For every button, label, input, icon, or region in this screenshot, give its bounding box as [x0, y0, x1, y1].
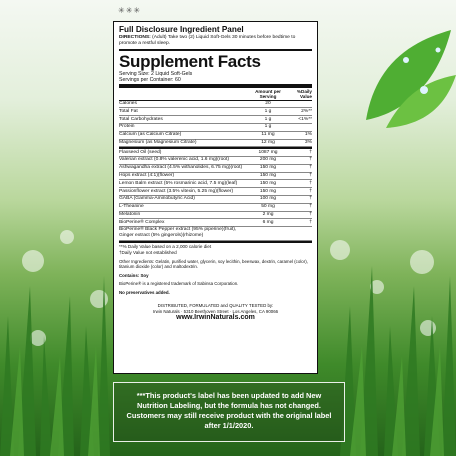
nutrient-amount: 11 mg: [261, 132, 275, 138]
ingredient-dv: †: [309, 219, 312, 225]
ingredient-dv: †: [309, 188, 312, 194]
ingredient-dv: †: [309, 157, 312, 163]
ingredient-amount: 6 mg: [262, 219, 274, 225]
dv-header: %Daily Value: [296, 88, 312, 99]
amount-header: Amount per Serving: [255, 88, 281, 99]
nutrient-rows: [119, 101, 312, 148]
water-drop-icon: [420, 86, 428, 94]
ingredient-amount: 200 mg: [259, 157, 277, 163]
ingredient-name: Melatonin: [119, 211, 141, 217]
note-dagger: †Daily Value not established: [119, 250, 177, 256]
ingredient-row: [119, 165, 312, 173]
nutrient-name: Protein: [119, 124, 135, 130]
ingredient-row: [119, 149, 312, 157]
ingredient-name: Passionflower extract (3.5% vitexin, 5.25 mg)(flower): [119, 188, 234, 194]
ingredient-row: [119, 212, 312, 220]
nutrient-amount: 1 g: [264, 108, 272, 114]
ingredient-name: Valerian extract (0.8% valerenic acid, 1.6 mg)(root): [119, 157, 229, 163]
leaves-illustration: [346, 20, 456, 130]
ingredient-name: Flaxseed Oil (seed): [119, 149, 162, 155]
ingredient-name: L-Theanine: [119, 204, 144, 210]
serving-size: Serving Size: 2 Liquid Soft-Gels: [119, 70, 193, 77]
nutrient-amount: 1 g: [264, 116, 272, 122]
water-drop-icon: [436, 48, 441, 53]
ingredient-amount: 2 mg: [262, 211, 274, 217]
ingredient-row: [119, 219, 312, 227]
ingredient-amount: 150 mg: [259, 188, 277, 194]
ingredient-dv: †: [309, 196, 312, 202]
ingredient-rows: [119, 149, 312, 241]
nutrient-dv: 2%**: [301, 108, 312, 114]
supplement-label: [113, 21, 318, 374]
ingredient-row: [119, 188, 312, 196]
ingredient-name: BioPerine® Black Pepper extract (95% piperine)(fruit), Ginger extract (5% gingerols)(rhizome): [119, 227, 237, 239]
ingredient-dv: †: [309, 180, 312, 186]
directions: [119, 35, 312, 47]
ingredient-amount: 1087 mg: [258, 149, 278, 155]
website-link[interactable]: www.IrwinNaturals.com: [176, 313, 255, 321]
nutrient-dv: 1%: [304, 132, 312, 138]
distributed-by: DISTRIBUTED, FORMULATED and QUALITY TESTED by:: [157, 303, 274, 309]
ingredient-name: GABA (Gamma-Aminobutyric Acid): [119, 196, 195, 202]
water-drop-icon: [403, 57, 409, 63]
directions-text: (Adult) Take two (2) Liquid Soft-Gels 30 minutes before bedtime to promote a restful sleep.: [119, 35, 296, 46]
ingredient-row: [119, 173, 312, 181]
nutrient-name: Calcium (as Calcium Citrate): [119, 132, 182, 138]
ingredient-name: Hops extract (4:1)(flower): [119, 173, 175, 179]
ingredient-name: Ashwagandha extract (4.5% withanolides, 6.75 mg)(root): [119, 165, 243, 171]
ingredient-dv: †: [309, 204, 312, 210]
directions-label: DIRECTIONS:: [119, 35, 151, 40]
nutrient-name: Magnesium (as Magnesium Citrate): [119, 139, 197, 145]
ingredient-amount: 50 mg: [261, 204, 275, 210]
ingredient-row: [119, 196, 312, 204]
panel-title: Full Disclosure Ingredient Panel: [119, 25, 244, 34]
nutrient-dv: 3%: [304, 139, 312, 145]
note-dv: **% Daily Value based on a 2,000 calorie diet: [119, 243, 212, 249]
distributor-address: Irwin Naturals · 5310 Beethoven Street · Los Angeles, CA 90066: [152, 308, 279, 314]
servings-per-container: Servings per Container: 60: [119, 77, 181, 83]
facts-header-row: [119, 88, 312, 100]
nutrient-amount: 12 mg: [261, 139, 275, 145]
ingredient-amount: 100 mg: [259, 196, 277, 202]
nutrient-row: [119, 108, 312, 116]
ingredient-dv: †: [309, 149, 312, 155]
ingredient-row: [119, 204, 312, 212]
decorative-stars: ✳✳✳: [118, 6, 142, 15]
ingredient-dv: †: [309, 211, 312, 217]
supplement-facts-title: Supplement Facts: [119, 49, 312, 71]
nutrient-row: [119, 140, 312, 148]
ingredient-row: [119, 227, 312, 241]
ingredient-name: Lemon Balm extract (5% rosmarinic acid, 7.5 mg)(leaf): [119, 180, 238, 186]
nutrient-name: Total Carbohydrates: [119, 116, 163, 122]
nutrient-row: [119, 124, 312, 132]
nutrient-name: Calories: [119, 100, 137, 106]
nutrient-amount: 1 g: [264, 124, 272, 130]
ingredient-amount: 150 mg: [259, 165, 277, 171]
nutrient-row: [119, 116, 312, 124]
nutrient-amount: 20: [265, 100, 271, 106]
other-ingredients: Other Ingredients: Gelatin, purified water, glycerin, soy lecithin, beeswax, dextrin, caramel (color), titanium dioxide (color) and maltodextrin.: [119, 259, 308, 270]
ingredient-row: [119, 157, 312, 165]
ingredient-row: [119, 180, 312, 188]
trademark-note: BioPerine® is a registered trademark of Sabinsa Corporation.: [119, 281, 239, 287]
label-update-notice: ***This product's label has been updated to add New Nutrition Labeling, but the formula has not changed. Customers may still receive product with the original label after 1/1/2020.: [113, 382, 345, 442]
nutrient-row: [119, 101, 312, 109]
ingredient-dv: †: [309, 173, 312, 179]
nutrient-dv: <1%**: [298, 116, 312, 122]
contains: Contains: Soy: [119, 272, 149, 278]
nutrient-name: Total Fat: [119, 108, 138, 114]
no-preservatives: No preservatives added.: [119, 289, 170, 295]
nutrient-row: [119, 132, 312, 140]
ingredient-dv: †: [309, 165, 312, 171]
ingredient-name: BioPerine® Complex: [119, 219, 165, 225]
ingredient-amount: 150 mg: [259, 173, 277, 179]
ingredient-amount: 150 mg: [259, 180, 277, 186]
